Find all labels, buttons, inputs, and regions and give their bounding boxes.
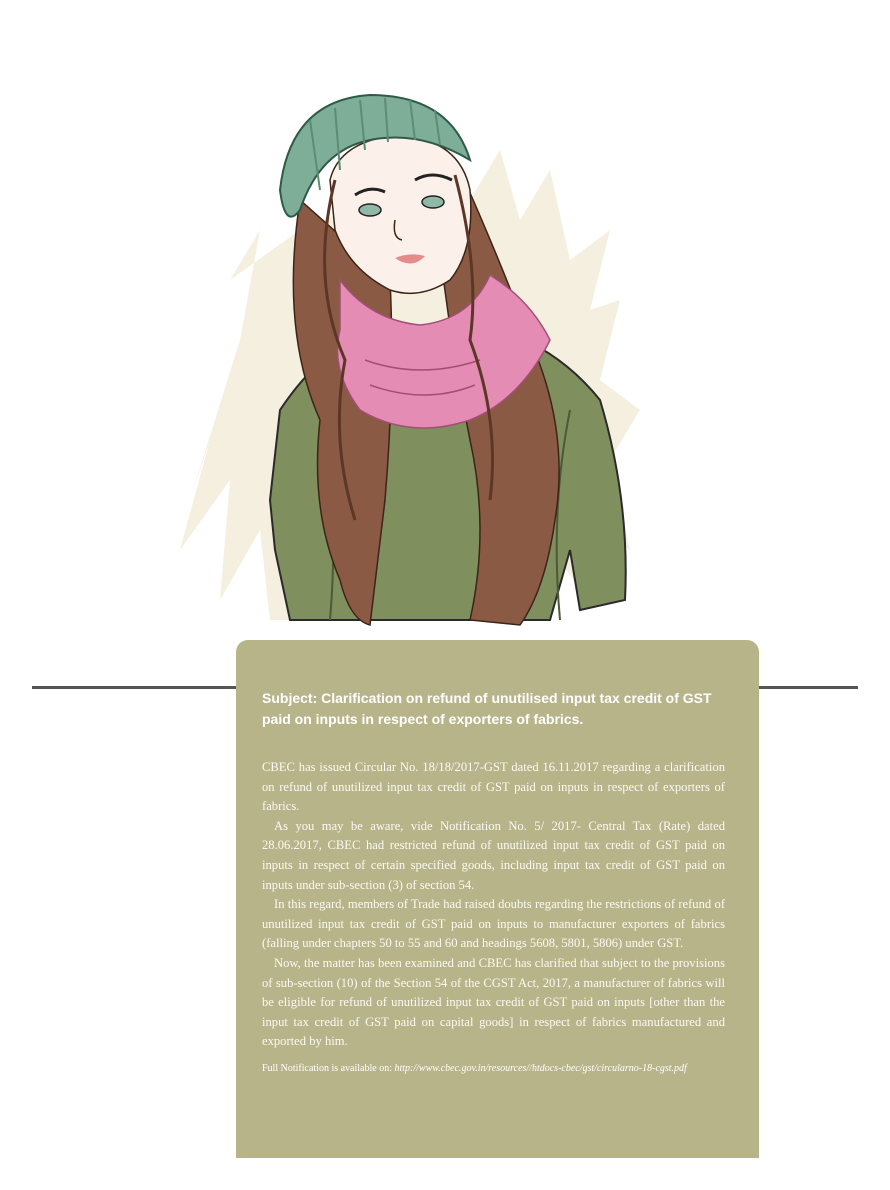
article-subject: Subject: Clarification on refund of unutilised input tax credit of GST paid on inputs in respect of exporters of fabrics. <box>262 690 712 727</box>
footnote <box>262 1062 725 1076</box>
divider-line-right <box>758 686 858 689</box>
article-paragraph: Now, the matter has been examined and CBEC has clarified that subject to the provisions of sub-section (10) of the Section 54 of the CGST Act, 2017, a manufacturer of fabrics will be eligible for refund of unutilized input tax credit of GST paid on inputs [other than the input tax credit of GST paid on capital goods] in respect of fabrics manufactured and exported by him. <box>262 955 725 1049</box>
girl-illustration <box>170 80 650 640</box>
footnote-label: Full Notification is available on: <box>262 1062 392 1074</box>
article-body <box>262 758 725 1052</box>
article-paragraph: As you may be aware, vide Notification No. 5/ 2017- Central Tax (Rate) dated 28.06.2017, CBEC had restricted refund of unutilized input tax credit of GST paid on inputs in respect of certain specified goods, including input tax credit of GST paid on inputs under sub-section (3) of section 54. <box>262 818 725 892</box>
notification-link[interactable]: http://www.cbec.gov.in/resources//htdocs-cbec/gst/circularno-18-cgst.pdf <box>394 1062 687 1074</box>
article-paragraph: CBEC has issued Circular No. 18/18/2017-GST dated 16.11.2017 regarding a clarification on refund of unutilized input tax credit of GST paid on inputs in respect of exporters of fabrics. <box>262 760 725 814</box>
article-panel <box>236 640 759 1158</box>
divider-line-left <box>32 686 236 689</box>
article-paragraph: In this regard, members of Trade had raised doubts regarding the restrictions of refund of unutilized input tax credit of GST paid on inputs to manufacturer exporters of fabrics (falling under chapters 50 to 55 and 60 and headings 5608, 5801, 5806) under GST. <box>262 897 725 951</box>
